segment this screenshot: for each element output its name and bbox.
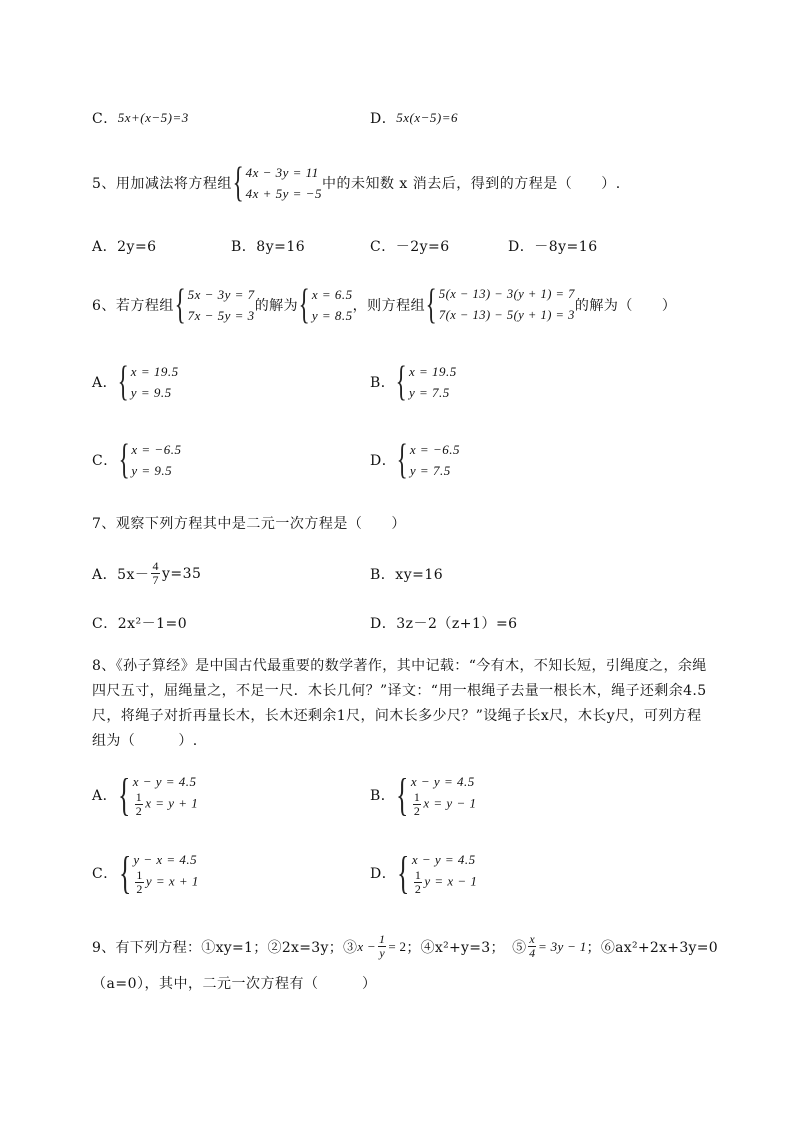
- option-label: D．: [370, 866, 397, 882]
- numerator: x: [529, 932, 536, 946]
- question-text: 中的未知数 x 消去后，得到的方程是（ ）.: [321, 176, 621, 192]
- numerator: 1: [379, 932, 386, 946]
- equation: x − y = 4.5: [411, 851, 476, 867]
- option-text: y=35: [161, 565, 202, 582]
- option-label: D．: [508, 239, 535, 255]
- equation: y − x = 4.5: [133, 851, 198, 867]
- equation: y = 9.5: [131, 463, 173, 478]
- equation: 5x − 3y = 7: [187, 287, 255, 302]
- equation: x − y = 4.5: [410, 773, 475, 789]
- solution-system: { x = 6.5 y = 8.5: [298, 282, 353, 328]
- option-text: 2x²－1=0: [117, 616, 188, 632]
- q7-option-b[interactable]: [370, 564, 443, 584]
- equation: x − y = 4.5: [132, 773, 197, 789]
- option-label: A．: [92, 788, 118, 804]
- equation: 7x − 5y = 3: [187, 308, 255, 323]
- option-label: A．: [92, 239, 118, 255]
- left-brace: {: [232, 160, 244, 206]
- equation-system: { 5x − 3y = 7 7x − 5y = 3: [174, 282, 255, 328]
- q4-option-d[interactable]: [370, 108, 458, 128]
- equation: x = −6.5: [131, 442, 182, 457]
- option-text: 5x－: [117, 566, 150, 583]
- equation-system: { 5(x − 13) − 3(y + 1) = 7 7(x − 13) − 5(y + 1) = 3: [425, 282, 575, 328]
- denominator: 2: [135, 803, 143, 818]
- q8-option-d[interactable]: D． { x − y = 4.5 $\frac{1}{2}$ y = x − 1: [370, 847, 478, 898]
- numerator: 1: [136, 867, 143, 882]
- question-text: ；④x²+y=3； ⑤: [406, 939, 527, 956]
- option-label: C．: [92, 453, 118, 469]
- q6-stem: [92, 284, 676, 326]
- equation: x = 19.5: [408, 364, 457, 379]
- equation: x = 6.5: [311, 287, 353, 302]
- numerator: 4: [152, 559, 159, 573]
- option-label: B．: [231, 239, 257, 255]
- q5-option-c[interactable]: [370, 236, 450, 256]
- q5-option-b[interactable]: [231, 236, 305, 256]
- option-text: xy=16: [395, 567, 444, 583]
- denominator: 2: [136, 881, 143, 896]
- equation-system: [232, 162, 322, 204]
- equation: x −: [357, 938, 377, 954]
- numerator: 1: [414, 867, 422, 882]
- option-text: 8y=16: [256, 239, 306, 255]
- equation: y = 7.5: [409, 463, 451, 478]
- question-text: 5、用加减法将方程组: [92, 176, 232, 192]
- option-label: A．: [92, 566, 118, 583]
- option-label: C．: [92, 616, 118, 632]
- q7-option-a[interactable]: [92, 560, 201, 587]
- option-label: C．: [92, 111, 118, 127]
- option-text: －8y=16: [534, 239, 598, 255]
- q9-stem-line2: （a=0），其中，二元一次方程有（ ）: [92, 976, 377, 992]
- q5-option-d[interactable]: [508, 236, 598, 256]
- q7-option-c[interactable]: [92, 613, 187, 633]
- equation: x = −6.5: [409, 442, 460, 457]
- equation: x = y − 1: [423, 794, 477, 810]
- q6-option-d[interactable]: D． { x = −6.5 y = 7.5: [370, 437, 460, 483]
- q5-stem: [92, 162, 621, 204]
- option-label: B．: [370, 567, 396, 583]
- q8-option-b[interactable]: B． { x − y = 4.5 $\frac{1}{2}$ x = y − 1: [370, 769, 477, 820]
- denominator: 2: [413, 803, 421, 818]
- question-text: 的解为: [254, 298, 299, 314]
- option-expression: 5x(x−5)=6: [396, 110, 458, 125]
- equation: = 2: [388, 938, 407, 954]
- equation: y = x − 1: [424, 872, 478, 888]
- numerator: 1: [413, 789, 421, 804]
- option-text: 2y=6: [117, 239, 157, 255]
- q5-option-a[interactable]: [92, 236, 157, 256]
- q6-option-c[interactable]: C． { x = −6.5 y = 9.5: [92, 437, 182, 483]
- equation: 4x − 3y = 11: [245, 165, 319, 180]
- equation: x = y + 1: [145, 794, 199, 810]
- question-text: ，则方程组: [352, 298, 426, 314]
- equation: y = 7.5: [408, 385, 450, 400]
- denominator: 2: [414, 881, 422, 896]
- q7-stem: 7、观察下列方程其中是二元一次方程是（ ）: [92, 516, 406, 532]
- question-text: 6、若方程组: [92, 298, 174, 314]
- equation: y = 9.5: [130, 385, 172, 400]
- q6-option-a[interactable]: A． { x = 19.5 y = 9.5: [92, 359, 179, 405]
- option-text: 3z－2（z+1）=6: [396, 616, 518, 632]
- q9-stem-line1: [92, 933, 718, 960]
- q8-option-a[interactable]: A． { x − y = 4.5 $\frac{1}{2}$ x = y + 1: [92, 769, 199, 820]
- question-text: 的解为（ ）: [574, 298, 677, 314]
- equation: x = 19.5: [130, 364, 179, 379]
- option-label: C．: [370, 239, 396, 255]
- fraction: [151, 560, 160, 587]
- question-text: ；⑥ax²+2x+3y=0: [586, 939, 718, 956]
- denominator: 4: [529, 946, 536, 960]
- option-label: A．: [92, 375, 118, 391]
- q6-option-b[interactable]: B． { x = 19.5 y = 7.5: [370, 359, 457, 405]
- option-label: D．: [370, 616, 397, 632]
- option-expression: 5x+(x−5)=3: [117, 110, 189, 125]
- equation: y = x + 1: [145, 872, 199, 888]
- q8-option-c[interactable]: C． { y − x = 4.5 $\frac{1}{2}$ y = x + 1: [92, 847, 199, 898]
- q8-stem: 8、《孙子算经》是中国古代最重要的数学著作，其中记载：“今有木，不知长短，引绳度之，余绳四尺五寸，屈绳量之，不足一尺．木长几何？”译文：“用一根绳子去量一根长木，绳子还剩余4.5尺，将绳子对折再量长木，长木还剩余1尺，问木长多少尺？”设绳子长x尺，木长y尺，可列方程组为（ ）.: [92, 658, 707, 749]
- option-text: －2y=6: [395, 239, 450, 255]
- equation: 4x + 5y = −5: [245, 186, 322, 201]
- equation: = 3y − 1: [538, 938, 587, 954]
- fraction: [378, 933, 386, 960]
- option-label: B．: [370, 788, 396, 804]
- question-text: 9、有下列方程：①xy=1；②2x=3y；③: [92, 939, 358, 956]
- fraction: [528, 933, 536, 960]
- equation: y = 8.5: [311, 308, 353, 323]
- equation: 7(x − 13) − 5(y + 1) = 3: [438, 308, 575, 322]
- q7-option-d[interactable]: [370, 613, 518, 633]
- option-label: D．: [370, 111, 397, 127]
- denominator: 7: [152, 573, 159, 587]
- option-label: B．: [370, 375, 396, 391]
- option-label: D．: [370, 453, 397, 469]
- option-label: C．: [92, 866, 118, 882]
- q4-option-c[interactable]: [92, 108, 189, 128]
- numerator: 1: [135, 789, 143, 804]
- equation: 5(x − 13) − 3(y + 1) = 7: [438, 287, 575, 301]
- denominator: y: [379, 946, 385, 960]
